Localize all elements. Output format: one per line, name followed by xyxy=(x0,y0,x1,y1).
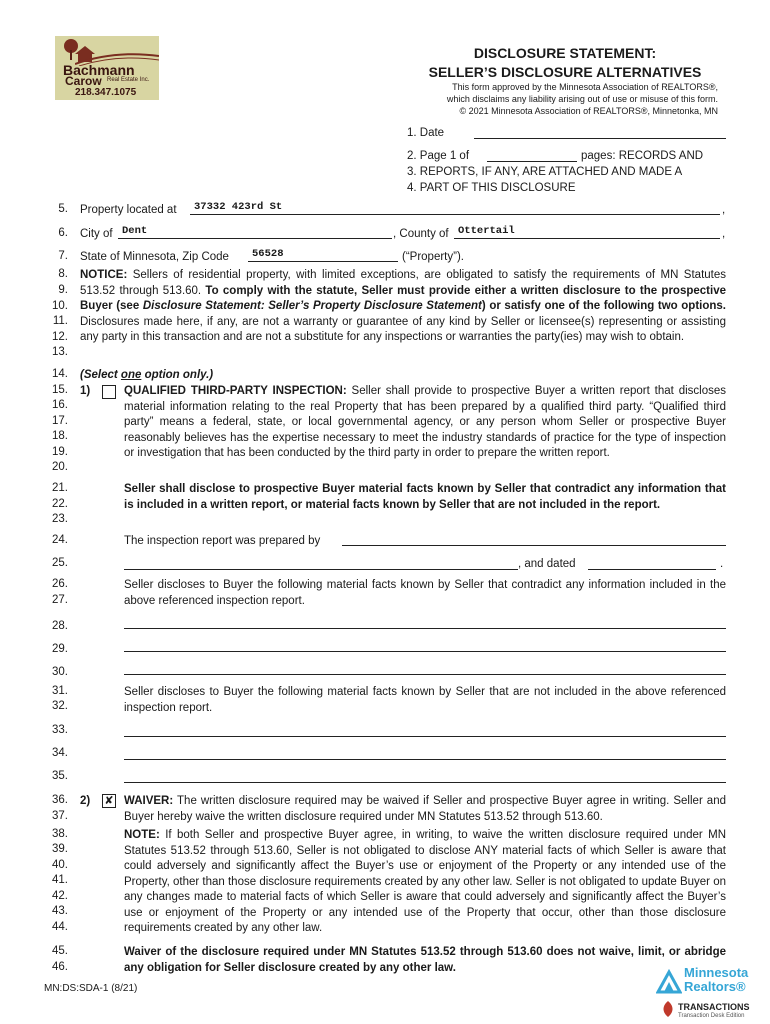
line-number: 39. xyxy=(52,843,68,855)
line-number: 37. xyxy=(52,810,68,822)
page-count-field[interactable] xyxy=(487,161,577,162)
option2-text: The written disclosure required may be waived if Seller and prospective Buyer agree in writing. Seller and Buyer hereby waive the written disclosure required under MN Statutes 513.52 through 513.60. xyxy=(124,795,726,823)
approved-text: This form approved by the Minnesota Association of REALTORS®, xyxy=(452,82,718,92)
brand-line2: Realtors® xyxy=(684,979,746,994)
note-text: If both Seller and prospective Buyer agree, in writing, to waive the written disclosure required under MN Statutes 513.52 through 513.60, Seller is not obligated to disclose ANY material facts of which Seller is aware that could adversely and significantly affect the Buyer’s use or enjoyment of the Property or any intended use of the Property, other than those disclosure requirements created by any other law. Seller is not obligated to update Buyer on any changes made to material facts of which Seller is aware that could adversely and significantly affect the Buyer’s use or enjoyment of the Property or any intended use of the Property that occur, other than those disclosure requirements created by any other law. xyxy=(124,829,726,934)
line-number: 26. xyxy=(52,578,68,590)
county-value: Ottertail xyxy=(458,225,515,237)
logo-line1: Bachmann xyxy=(63,62,135,78)
contradict-paragraph: Seller discloses to Buyer the following material facts known by Seller that contradict any information included in the above referenced inspection report. xyxy=(124,579,726,607)
city-label: City of xyxy=(80,228,113,240)
city-field[interactable] xyxy=(118,238,392,239)
line-number: 30. xyxy=(52,666,68,678)
option2-title: WAIVER: xyxy=(124,795,174,807)
line4-text: 4. PART OF THIS DISCLOSURE xyxy=(407,182,576,194)
line-number: 25. xyxy=(52,557,68,569)
minnesota-realtors-logo-icon xyxy=(656,968,682,994)
line-number: 40. xyxy=(52,859,68,871)
comma: , xyxy=(722,204,726,216)
property-located-label: Property located at xyxy=(80,204,177,216)
line-number: 38. xyxy=(52,828,68,840)
option1-bold-paragraph: Seller shall disclose to prospective Buyer material facts known by Seller that contradict any information that is included in a written report, or material facts known by Seller that are not included in the report. xyxy=(124,483,726,511)
prepared-by-field-2[interactable] xyxy=(124,569,518,570)
line-number: 11. xyxy=(52,315,68,327)
title-line2: SELLER’S DISCLOSURE ALTERNATIVES xyxy=(428,64,702,80)
logo-line2: Carow xyxy=(65,74,102,88)
contradict-line-3[interactable] xyxy=(124,674,726,675)
address-value: 37332 423rd St xyxy=(194,201,283,213)
line-number: 16. xyxy=(52,399,68,411)
notice-italic: Disclosure Statement: Seller’s Property Disclosure Statement xyxy=(142,300,482,312)
date-field[interactable] xyxy=(474,138,726,139)
option2-checkbox[interactable]: ✘ xyxy=(102,794,116,808)
not-included-paragraph: Seller discloses to Buyer the following material facts known by Seller that are not included in the above referenced inspection report. xyxy=(124,686,726,714)
line-number: 36. xyxy=(52,794,68,806)
transactions-sub: Transaction Desk Edition xyxy=(678,1013,745,1019)
contradict-line-1[interactable] xyxy=(124,628,726,629)
and-dated-label: , and dated xyxy=(518,558,576,570)
brokerage-logo xyxy=(55,36,159,100)
notice-text2: Disclosures made here, if any, are not a warranty or guarantee of any kind by Seller or licensee(s) representing or assisting any party in this transaction and are not a substitute for any inspections or warranties the party(ies) may wish to obtain. xyxy=(80,315,726,343)
notice-paragraph xyxy=(80,268,726,346)
line-number: 31. xyxy=(52,685,68,697)
select-one-instruction: (Select one option only.) xyxy=(80,369,214,381)
option1-number: 1) xyxy=(80,385,91,397)
line-number: 42. xyxy=(52,890,68,902)
form-title xyxy=(400,44,730,82)
period: . xyxy=(720,558,724,570)
line-number: 27. xyxy=(52,594,68,606)
transactions-label: TRANSACTIONS xyxy=(678,1002,750,1012)
line-number: 34. xyxy=(52,747,68,759)
line-number: 41. xyxy=(52,874,68,886)
state-label: State of Minnesota, Zip Code xyxy=(80,251,229,263)
date-label: 1. Date xyxy=(407,127,445,139)
line-number: 12. xyxy=(52,331,68,343)
copyright-text: © 2021 Minnesota Association of REALTORS®, Minnetonka, MN xyxy=(459,106,718,116)
line-number: 43. xyxy=(52,905,68,917)
line-number: 13. xyxy=(52,346,68,358)
title-line1: DISCLOSURE STATEMENT: xyxy=(473,45,657,61)
prepared-by-field[interactable] xyxy=(342,545,726,546)
line-number: 9. xyxy=(58,284,68,296)
dated-field[interactable] xyxy=(588,569,716,570)
zip-field[interactable] xyxy=(248,261,398,262)
option1-title: QUALIFIED THIRD-PARTY INSPECTION: xyxy=(124,385,347,397)
logo-tagline: Real Estate Inc. xyxy=(107,77,150,83)
line-number: 32. xyxy=(52,700,68,712)
address-field[interactable] xyxy=(190,214,720,215)
transactions-logo-icon xyxy=(660,1000,676,1018)
line-number: 35. xyxy=(52,770,68,782)
line-number: 22. xyxy=(52,498,68,510)
comma: , xyxy=(722,228,726,240)
line-number: 46. xyxy=(52,961,68,973)
page-tail: pages: RECORDS AND xyxy=(581,150,704,162)
line-number: 10. xyxy=(52,300,68,312)
line-number: 24. xyxy=(52,534,68,546)
disclaims-text: which disclaims any liability arising out of use or misuse of this form. xyxy=(446,94,718,104)
line-number: 44. xyxy=(52,921,68,933)
option1-checkbox[interactable] xyxy=(102,385,116,399)
line-number: 20. xyxy=(52,461,68,473)
form-id: MN:DS:SDA-1 (8/21) xyxy=(44,983,138,994)
line-number: 8. xyxy=(58,268,68,280)
page-label: 2. Page 1 of xyxy=(407,150,470,162)
notice-bold: To comply with the statute, Seller must provide either a written disclosure to the prospective Buyer (see xyxy=(80,284,726,312)
option2-paragraph xyxy=(124,794,726,825)
line-number: 33. xyxy=(52,724,68,736)
line-number: 6. xyxy=(58,227,68,239)
line-number: 21. xyxy=(52,482,68,494)
notice-text: Sellers of residential property, with limited exceptions, are obligated to satisfy the requirements of MN Statutes 513.52 through 513.60. xyxy=(80,269,726,297)
line3-text: 3. REPORTS, IF ANY, ARE ATTACHED AND MADE A xyxy=(407,166,683,178)
prepared-by-label: The inspection report was prepared by xyxy=(124,535,321,547)
line-number: 18. xyxy=(52,430,68,442)
brand-line1: Minnesota xyxy=(684,965,749,980)
option2-note xyxy=(124,828,726,937)
option1-text: Seller shall provide to prospective Buyer a written report that discloses material information relating to the real Property that has been prepared by a qualified third party. “Qualified third party” means a federal, state, or local governmental agency, or any person whom Seller or prospective Buyer reasonably believes has the expertise necessary to meet the industry standards of practice for the type of inspection or investigation that has been conducted by the third party in order to prepare the written report. xyxy=(124,385,726,459)
county-label: , County of xyxy=(393,228,449,240)
notice-label: NOTICE: xyxy=(80,269,128,281)
line-number: 45. xyxy=(52,945,68,957)
not-included-line-1[interactable] xyxy=(124,736,726,737)
notice-bold2: ) or satisfy one of the following two options. xyxy=(481,300,726,312)
line-number: 23. xyxy=(52,513,68,525)
option2-number: 2) xyxy=(80,795,91,807)
not-included-line-3[interactable] xyxy=(124,782,726,783)
note-label: NOTE: xyxy=(124,829,160,841)
zip-value: 56528 xyxy=(252,248,284,260)
line-number: 29. xyxy=(52,643,68,655)
line-number: 7. xyxy=(58,250,68,262)
line-number: 5. xyxy=(58,203,68,215)
option1-paragraph xyxy=(124,384,726,462)
line-number: 15. xyxy=(52,384,68,396)
brand-wordmark xyxy=(684,966,748,994)
logo-phone: 218.347.1075 xyxy=(75,87,137,98)
city-value: Dent xyxy=(122,225,148,237)
line-number: 17. xyxy=(52,415,68,427)
waiver-statement: Waiver of the disclosure required under MN Statutes 513.52 through 513.60 does not waive, limit, or abridge any obligation for Seller disclosure created by any other law. xyxy=(124,946,726,974)
approval-notice xyxy=(380,81,718,117)
property-tag: (“Property”). xyxy=(402,251,464,263)
line-number: 19. xyxy=(52,446,68,458)
not-included-line-2[interactable] xyxy=(124,759,726,760)
line-number: 14. xyxy=(52,368,68,380)
county-field[interactable] xyxy=(454,238,720,239)
contradict-line-2[interactable] xyxy=(124,651,726,652)
line-number: 28. xyxy=(52,620,68,632)
